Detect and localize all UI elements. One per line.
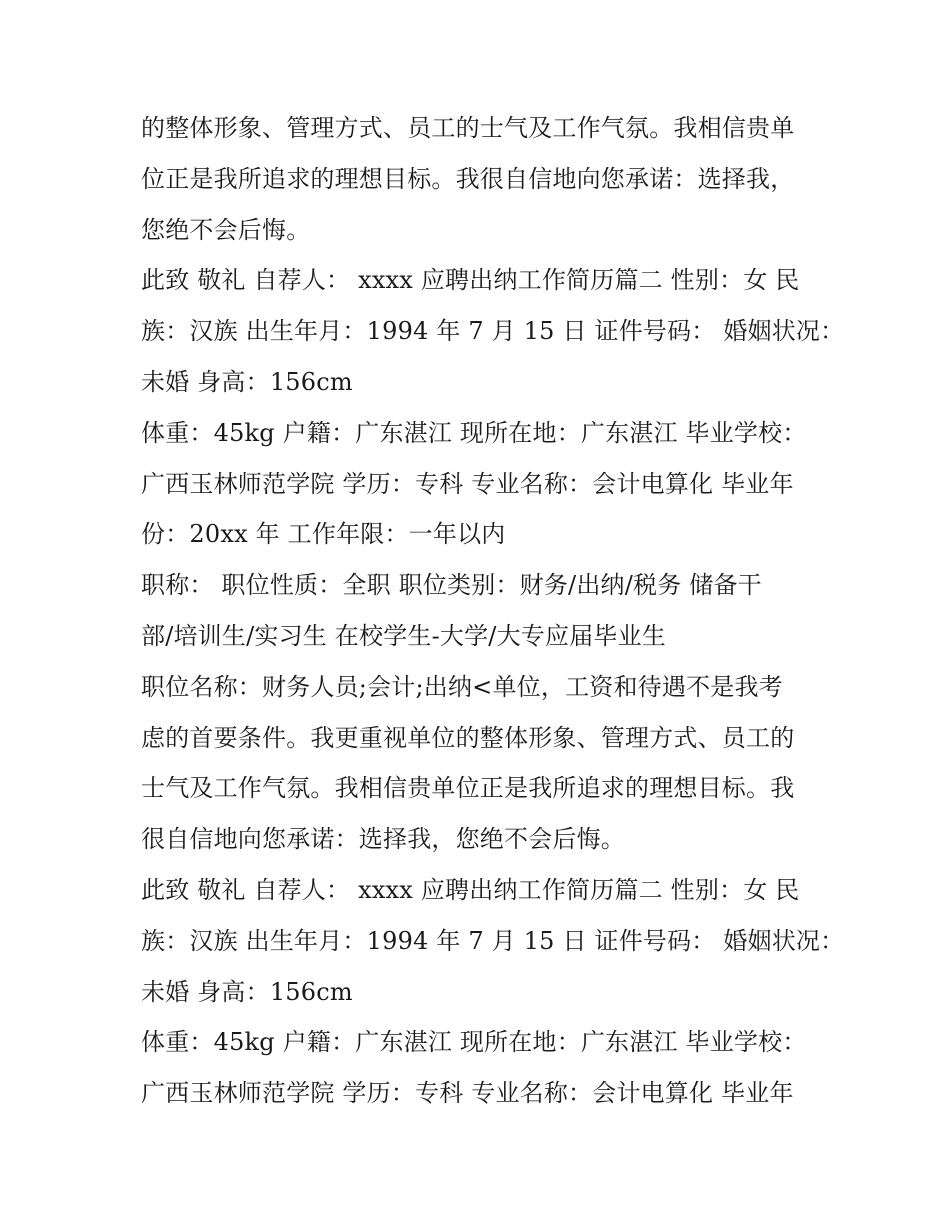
text-line: 族：汉族 出生年月：1994 年 7 月 15 日 证件号码： 婚姻状况： [141,317,845,346]
text-line: 很自信地向您承诺：选择我，您绝不会后悔。 [141,825,625,854]
text-line: 的整体形象、管理方式、员工的士气及工作气氛。我相信贵单 [141,114,795,142]
text-line: 虑的首要条件。我更重视单位的整体形象、管理方式、员工的 [141,723,795,752]
text-line: 体重：45kg 户籍：广东湛江 现所在地：广东湛江 毕业学校： [141,1028,807,1057]
text-line: 份：20xx 年 工作年限：一年以内 [141,520,506,549]
text-line: 位正是我所追求的理想目标。我很自信地向您承诺：选择我， [141,164,795,193]
text-line: 未婚 身高：156cm [141,977,353,1006]
text-line: 此致 敬礼 自荐人： xxxx 应聘出纳工作简历篇二 性别：女 民 [141,266,800,295]
text-line: 此致 敬礼 自荐人： xxxx 应聘出纳工作简历篇二 性别：女 民 [141,875,800,904]
text-line: 广西玉林师范学院 学历：专科 专业名称：会计电算化 毕业年 [141,1079,794,1108]
text-line: 族：汉族 出生年月：1994 年 7 月 15 日 证件号码： 婚姻状况： [141,926,845,955]
text-line: 士气及工作气氛。我相信贵单位正是我所追求的理想目标。我 [141,774,795,803]
text-line: 您绝不会后悔。 [141,215,311,244]
text-line: 职位名称：财务人员;会计;出纳<单位，工资和待遇不是我考 [141,672,783,701]
text-line: 广西玉林师范学院 学历：专科 专业名称：会计电算化 毕业年 [141,469,794,498]
text-line: 部/培训生/实习生 在校学生-大学/大专应届毕业生 [141,621,666,650]
text-line: 职称： 职位性质：全职 职位类别：财务/出纳/税务 储备干 [141,571,762,600]
body-text [141,103,845,1119]
text-line: 体重：45kg 户籍：广东湛江 现所在地：广东湛江 毕业学校： [141,418,807,447]
text-line: 未婚 身高：156cm [141,367,353,396]
